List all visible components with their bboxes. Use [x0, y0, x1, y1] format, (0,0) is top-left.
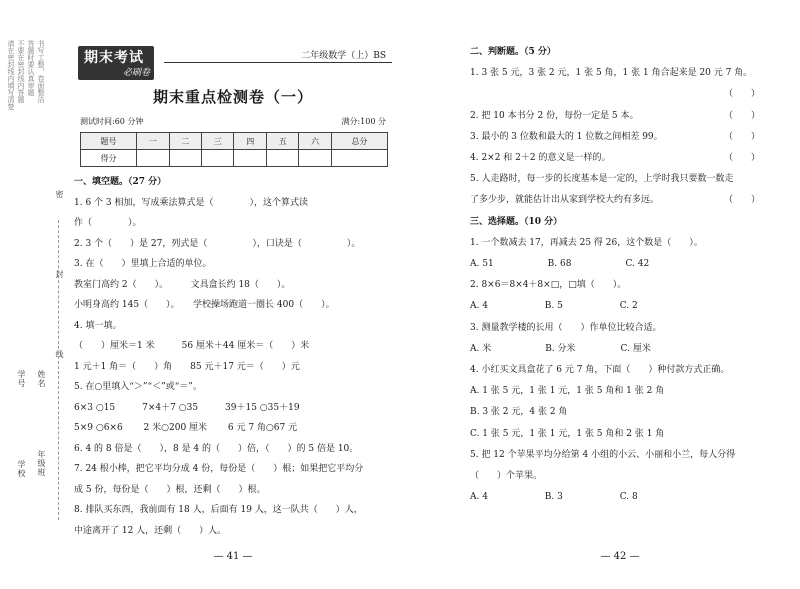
score-cell [331, 150, 387, 167]
margin-note-1: 请在密封线内填写清楚 [7, 40, 15, 110]
question-line: 4. 填一填。 [74, 320, 122, 331]
answer-paren[interactable]: （ ） [723, 153, 760, 163]
question-line: 作（ ）。 [74, 218, 142, 228]
question-line: 5. 人走路时，每一步的长度基本是一定的，上学时我只要数一数走 [470, 174, 734, 185]
right-page [470, 40, 770, 580]
question-line: 3. 在（ ）里填上合适的单位。 [74, 259, 212, 269]
question-line: A. 米 B. 分米 C. 厘米 [470, 343, 651, 354]
score-header: 六 [299, 133, 331, 150]
score-cell [234, 150, 266, 167]
question-line: 2. 8×6＝8×4＋8×□，□填（ ）。 [470, 280, 627, 291]
question-line: A. 1 张 5 元，1 张 1 元，1 张 5 角和 1 张 2 角 [470, 386, 665, 397]
score-header: 总分 [331, 133, 387, 150]
school-label: 学校 [17, 460, 26, 478]
answer-paren[interactable]: （ ） [723, 131, 760, 142]
question-line: 2. 3 个（ ）是 27，列式是（ ），口诀是（ ）。 [74, 238, 361, 249]
seal-char-2: 封 [55, 270, 64, 279]
question-line: 成 5 份，每份是（ ）根，还剩（ ）根。 [74, 484, 266, 495]
question-line: 1. 一个数减去 17，再减去 25 得 26，这个数是（ ）。 [470, 237, 703, 248]
class-label: 年级班 [37, 450, 46, 477]
question-line: 8. 排队买东西，我前面有 18 人，后面有 19 人，这一队共（ ）人， [74, 505, 363, 515]
score-header: 四 [234, 133, 266, 150]
full-score: 满分:100 分 [341, 117, 386, 126]
score-row-label: 得分 [81, 150, 137, 167]
question-line: B. 3 张 2 元，4 张 2 角 [470, 407, 568, 418]
name-label: 姓名 [37, 370, 46, 388]
student-id-label: 学号 [17, 370, 26, 388]
score-cell [266, 150, 298, 167]
grade-label: 二年级数学（上）BS [301, 51, 386, 61]
exam-time: 测试时间:60 分钟 [80, 117, 144, 126]
question-line: 1 元＋1 角＝（ ）角 85 元＋17 元＝（ ）元 [74, 361, 300, 372]
question-line: （ ）个苹果。 [470, 471, 543, 481]
margin-note-4: 书写工整，卷面整洁 [37, 40, 45, 103]
question-line: （ ）厘米＝1 米 56 厘米＋44 厘米＝（ ）米 [74, 341, 310, 351]
page-number-right: — 42 — [600, 551, 640, 562]
score-table [80, 132, 388, 167]
question-line: 6. 4 的 8 倍是（ ），8 是 4 的（ ）倍，（ ）的 5 倍是 10。 [74, 443, 359, 454]
question-line: 1. 3 张 5 元，3 张 2 元，1 张 5 角，1 张 1 角合起来是 20 元 7 角。 [470, 68, 753, 79]
question-line: 5. 把 12 个苹果平均分给第 4 小组的小云、小丽和小兰，每人分得 [470, 449, 736, 460]
question-line: A. 4 B. 3 C. 8 [470, 492, 638, 503]
score-header: 三 [202, 133, 234, 150]
page-title: 期末重点检测卷（一） [152, 88, 313, 106]
seal-char-1: 密 [55, 190, 64, 199]
seal-char-3: 线 [55, 350, 64, 359]
question-line: A. 51 B. 68 C. 42 [470, 259, 650, 269]
answer-paren[interactable]: （ ） [723, 195, 760, 206]
score-header: 五 [266, 133, 298, 150]
section-heading: 三、选择题。（10 分） [470, 216, 563, 227]
score-cell [137, 150, 169, 167]
margin-note-2: 不要在密封线内答题 [17, 40, 25, 103]
question-line: 小明身高约 145（ ）。 学校操场跑道一圈长 400（ ）。 [74, 300, 335, 310]
question-line: 3. 测量教学楼的长用（ ）作单位比较合适。 [470, 322, 662, 333]
question-line: 中途离开了 12 人，还剩（ ）人。 [74, 525, 227, 536]
question-line: 7. 24 根小棒，把它平均分成 4 份，每份是（ ）根；如果把它平均分 [74, 464, 364, 474]
question-line: A. 4 B. 5 C. 2 [470, 301, 638, 312]
score-header: 题号 [81, 133, 137, 150]
exam-logo: 期末考试 必刷卷 [78, 46, 154, 80]
answer-paren[interactable]: （ ） [723, 89, 760, 100]
question-line: 6×3 ○15 7×4＋7 ○35 39＋15 ○35＋19 [74, 402, 300, 413]
header-rule [164, 62, 392, 63]
question-line: 3. 最小的 3 位数和最大的 1 位数之间相差 99。 [470, 131, 663, 142]
question-line: 5×9 ○6×6 2 米○200 厘米 6 元 7 角○67 元 [74, 423, 298, 433]
seal-line [58, 220, 59, 520]
question-line: 2. 把 10 本书分 2 份，每份一定是 5 本。 [470, 110, 639, 121]
page-number-left: — 41 — [213, 551, 253, 562]
question-line: 4. 小红买文具盒花了 6 元 7 角，下面（ ）种付款方式正确。 [470, 365, 730, 375]
answer-paren[interactable]: （ ） [723, 110, 760, 121]
score-header: 一 [137, 133, 169, 150]
question-line: 4. 2×2 和 2＋2 的意义是一样的。 [470, 153, 611, 163]
margin-note-3: 答题时要认真审题 [27, 40, 35, 96]
section-heading: 二、判断题。（5 分） [470, 47, 556, 57]
question-line: C. 1 张 5 元，1 张 1 元，1 张 5 角和 2 张 1 角 [470, 428, 665, 439]
question-line: 5. 在○里填入“＞”“＜”或“＝”。 [74, 382, 202, 392]
score-cell [169, 150, 201, 167]
score-cell [299, 150, 331, 167]
left-page [74, 40, 392, 580]
seal-margin [6, 40, 64, 540]
section-heading: 一、填空题。（27 分） [74, 177, 167, 187]
score-header: 二 [169, 133, 201, 150]
question-line: 教室门高约 2（ ）。 文具盒长约 18（ ）。 [74, 279, 291, 290]
question-line: 1. 6 个 3 相加，写成乘法算式是（ ），这个算式读 [74, 197, 308, 208]
question-line: 了多少步，就能估计出从家到学校大约有多远。 [470, 195, 660, 206]
score-cell [202, 150, 234, 167]
